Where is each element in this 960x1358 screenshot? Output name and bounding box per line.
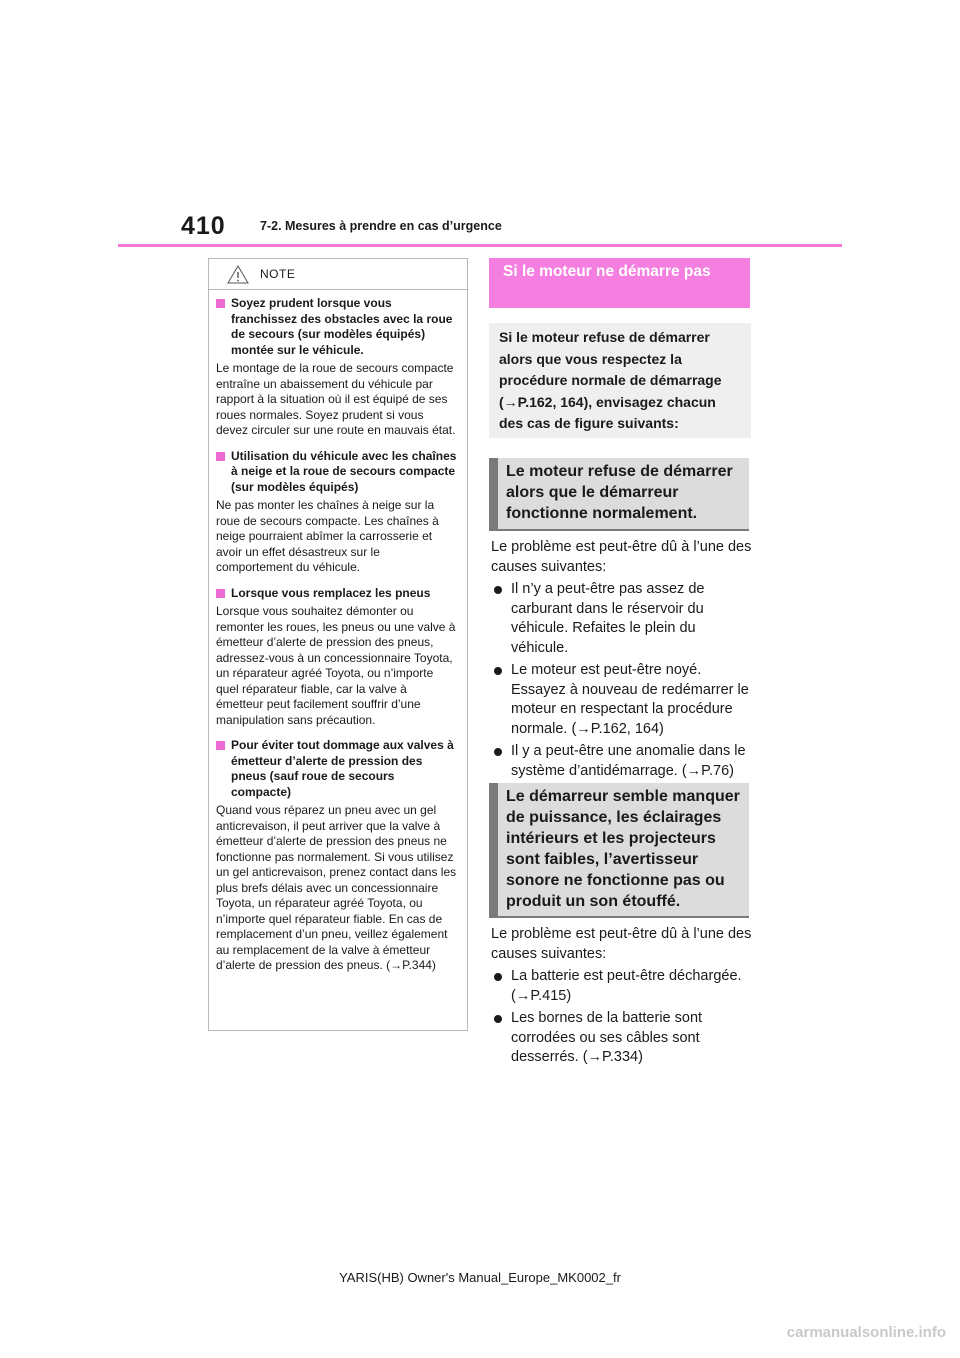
note-item-title-row: [216, 586, 457, 602]
note-item-title: Lorsque vous remplacez les pneus: [231, 585, 431, 600]
bullet-dot-icon: [494, 973, 502, 981]
list-item-text: La batterie est peut-être déchargée. (→P.415): [511, 968, 742, 1004]
note-item-title: Utilisation du véhicule avec les chaînes à neige et la roue de secours compacte (sur modèles équipés): [231, 448, 457, 494]
list-item-text: Il n’y a peut-être pas assez de carburant dans le réservoir du véhicule. Refaites le plein du véhicule.: [511, 581, 705, 656]
note-item: [216, 586, 457, 729]
note-item-title: Soyez prudent lorsque vous franchissez des obstacles avec la roue de secours (sur modèles équipés) montée sur le véhicule.: [231, 296, 453, 357]
note-item-title-row: [216, 296, 457, 358]
warning-triangle-icon: [227, 265, 249, 284]
note-item-body: Quand vous réparez un pneu avec un gel anticrevaison, il peut arriver que la valve à émetteur d’alerte de pression des pneus ne fonctionne pas normalement. Si vous utilisez un gel anticrevaison, prenez contact dans les plus brefs délais avec un concessionnaire Toyota, un réparateur agréé Toyota, ou n’importe quel réparateur fiable. En cas de remplacement d’un pneu, veillez également au remplacement de la valve à émetteur d’alerte de pression des pneus. (→P.344): [216, 803, 457, 972]
pink-square-bullet-icon: [216, 741, 225, 750]
bullet-dot-icon: [494, 667, 502, 675]
list-item-text: Il y a peut-être une anomalie dans le système d’antidémarrage. (→P.76): [511, 743, 746, 779]
note-label: NOTE: [260, 267, 296, 281]
section-heading-starter-normal: Le moteur refuse de démarrer alors que le démarreur fonctionne normalement.: [489, 458, 749, 531]
note-item-title-row: [216, 449, 457, 496]
footer-manual-id: YARIS(HB) Owner's Manual_Europe_MK0002_fr: [339, 1270, 621, 1285]
cause-list: [491, 580, 753, 784]
section-lead-paragraph: Le problème est peut-être dû à l’une des causes suivantes:: [491, 926, 752, 962]
note-item: [216, 296, 457, 439]
list-item: [491, 742, 753, 781]
list-item: [491, 580, 753, 658]
note-item: [216, 449, 457, 576]
section-heading-starter-weak: Le démarreur semble manquer de puissance, les éclairages intérieurs et les projecteurs sont faibles, l’avertisseur sonore ne fonctionne pas ou produit un son étouffé.: [489, 783, 749, 918]
list-item-text: Les bornes de la batterie sont corrodées ou ses câbles sont desserrés. (→P.334): [511, 1010, 703, 1065]
bullet-dot-icon: [494, 748, 502, 756]
note-item: [216, 738, 457, 974]
section-lead-paragraph: Le problème est peut-être dû à l’une des causes suivantes:: [491, 539, 752, 575]
bullet-dot-icon: [494, 1015, 502, 1023]
main-heading: Si le moteur ne démarre pas: [489, 258, 750, 308]
section-title: 7-2. Mesures à prendre en cas d’urgence: [260, 219, 502, 233]
note-item-title: Pour éviter tout dommage aux valves à émetteur d’alerte de pression des pneus (sauf roue de secours compacte): [231, 738, 454, 799]
pink-square-bullet-icon: [216, 299, 225, 308]
list-item-text: Le moteur est peut-être noyé. Essayez à nouveau de redémarrer le moteur en respectant la procédure normale. (→P.162, 164): [511, 662, 749, 737]
note-header: [209, 259, 467, 290]
page-number: 410: [181, 212, 226, 240]
note-box: [208, 258, 468, 1031]
list-item: [491, 967, 753, 1006]
note-item-body: Lorsque vous souhaitez démonter ou remonter les roues, les pneus ou une valve à émetteur d’alerte de pression des pneus, adressez-vous à un concessionnaire Toyota, un réparateur agréé Toyota, ou n’importe quel réparateur fiable, car la valve à émetteur peut facilement souffrir d’une manipulation sans précaution.: [216, 604, 456, 727]
intro-box: Si le moteur refuse de démarrer alors que vous respectez la procédure normale de démarrage (→P.162, 164), envisagez chacun des cas de figure suivants:: [489, 323, 751, 438]
note-body: [209, 290, 467, 974]
bullet-dot-icon: [494, 586, 502, 594]
cause-list: [491, 967, 753, 1071]
note-item-title-row: [216, 738, 457, 800]
pink-square-bullet-icon: [216, 452, 225, 461]
watermark: carmanualsonline.info: [786, 1324, 946, 1341]
list-item: [491, 661, 753, 739]
note-item-body: Ne pas monter les chaînes à neige sur la roue de secours compacte. Les chaînes à neige pourraient abîmer la carrosserie et avoir un effet désastreux sur le comportement du véhicule.: [216, 498, 439, 574]
header-divider: [118, 244, 842, 247]
pink-square-bullet-icon: [216, 589, 225, 598]
list-item: [491, 1009, 753, 1068]
note-item-body: Le montage de la roue de secours compacte entraîne un abaissement du véhicule par rapport à la situation où il est équipé de ses roues normales. Soyez prudent si vous devez circuler sur une route en mauvais état.: [216, 361, 456, 437]
